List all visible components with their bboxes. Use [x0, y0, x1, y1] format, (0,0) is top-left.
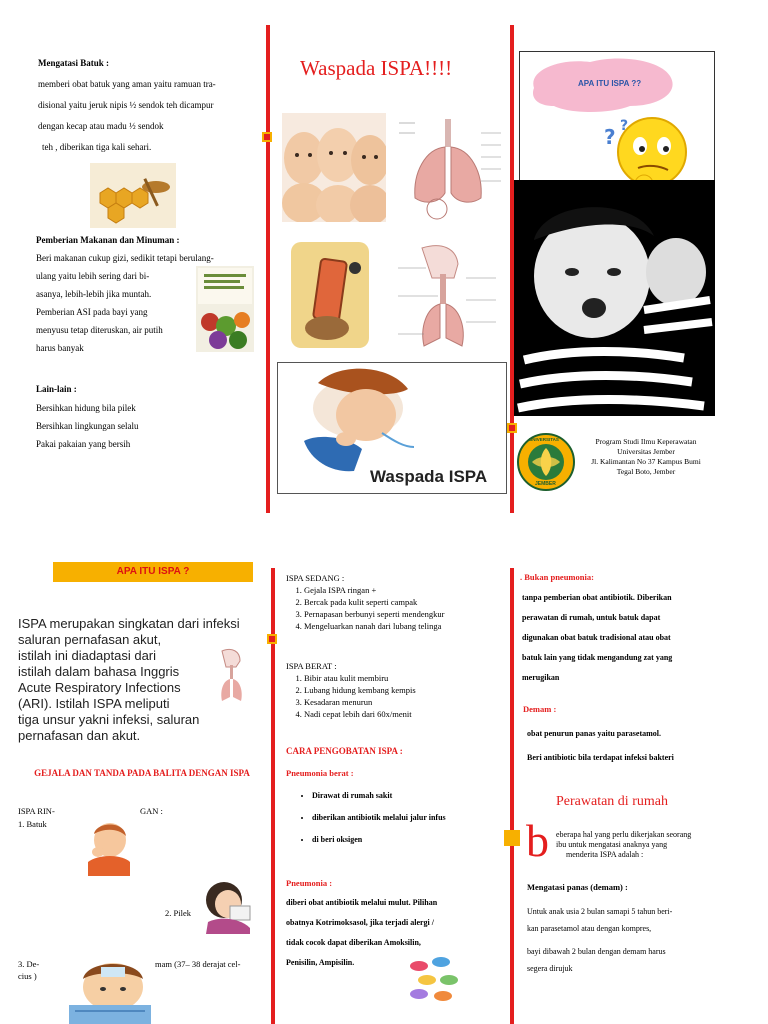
waspada-poster-image [277, 362, 507, 494]
lain-line: Bersihkan lingkungan selalu [36, 421, 139, 431]
pneumonia-berat-item: • di beri oksigen [312, 834, 526, 845]
makanan-line: Pemberian ASI pada bayi yang [36, 307, 148, 317]
institution-line: Jl. Kalimantan No 37 Kampus Bumi [591, 457, 701, 466]
svg-text:?: ? [604, 125, 616, 149]
babies-image [282, 113, 386, 222]
bukan-line: digunakan obat batuk tradisional atau obat [522, 633, 671, 642]
perawatan-line: eberapa hal yang perlu dikerjakan seorang [556, 830, 692, 839]
pneumonia-berat-item: • diberikan antibiotik melalui jalur infus [312, 812, 526, 823]
logo-text-top: UNIVERSITAS [529, 437, 559, 442]
gejala-item-pilek: 2. Pilek [165, 908, 191, 918]
bukan-line: perawatan di rumah, untuk batuk dapat [522, 613, 661, 622]
dropcap-letter: b [526, 815, 549, 866]
pneumonia-berat-title: Pneumonia berat : [286, 768, 354, 778]
institution-line: Program Studi Ilmu Keperawatan [595, 437, 697, 446]
gejala-item-demam-b: cius ) [18, 971, 37, 981]
makanan-title: Pemberian Makanan dan Minuman : [36, 235, 180, 245]
pneumonia-line: Penisilin, Ampisilin. [286, 958, 355, 967]
ringan-label-a: ISPA RIN- [18, 806, 55, 816]
honey-image [90, 163, 176, 228]
makanan-line: menyusu tetap diteruskan, air putih [36, 325, 163, 335]
bukan-title: . Bukan pneumonia: [520, 572, 594, 582]
divider-marker [507, 423, 517, 433]
lain-section [36, 380, 264, 453]
berat-list [286, 672, 508, 720]
university-logo [517, 433, 575, 491]
coughing-child-image [78, 818, 138, 876]
intro-line: pernafasan dan akut. [18, 728, 141, 743]
sedang-item: 4. Mengeluarkan nanah dari lubang telinga [304, 620, 508, 632]
lain-title: Lain-lain : [36, 384, 77, 394]
cara-title: CARA PENGOBATAN ISPA : [286, 746, 403, 756]
sedang-section [286, 572, 508, 632]
bubble-text: APA ITU ISPA ?? [578, 79, 642, 88]
panas-line: kan parasetamol atau dengan kompres, [527, 924, 652, 933]
perawatan-title: Perawatan di rumah [556, 794, 668, 809]
coughing-boy-image [514, 180, 715, 416]
sedang-item: 3. Pernapasan berbunyi seperti mendengkur [304, 608, 508, 620]
food-book-image [196, 266, 254, 352]
logo-text-bottom: JEMBER [535, 481, 556, 487]
question-cartoon-image [519, 51, 715, 195]
pneumonia-title: Pneumonia : [286, 878, 333, 888]
intro-line: Acute Respiratory Infections [18, 680, 181, 695]
intro-line: saluran pernafasan akut, [18, 632, 162, 647]
batuk-section [38, 54, 266, 156]
respiratory-diagram-image [392, 238, 502, 352]
pneumonia-line: tidak cocok dapat diberikan Amoksilin, [286, 938, 421, 947]
lungs-diagram-image [395, 113, 505, 223]
berat-title: ISPA BERAT : [286, 661, 337, 671]
makanan-line: ulang yaitu lebih sering dari bi- [36, 271, 150, 281]
respiratory-small-image [210, 645, 255, 705]
sedang-list [286, 584, 508, 632]
lain-line: Bersihkan hidung bila pilek [36, 403, 136, 413]
smoking-cartoon-image [287, 238, 373, 352]
demam-text [527, 722, 763, 770]
poster-title: Waspada ISPA [370, 467, 488, 486]
gejala-item-demam-c: mam (37– 38 derajat cel- [155, 959, 241, 969]
sneezing-image [200, 876, 256, 934]
demam-line: Beri antibiotic bila terdapat infeksi bakteri [527, 753, 674, 762]
batuk-line: teh , diberikan tiga kali sehari. [42, 142, 152, 152]
panas-title: Mengatasi panas (demam) : [527, 882, 628, 892]
divider-marker [267, 634, 277, 644]
gejala-item-demam-a: 3. De- [18, 959, 40, 969]
pneumonia-line: obatnya Kotrimoksasol, jika terjadi alergi / [286, 918, 434, 927]
batuk-line: memberi obat batuk yang aman yaitu ramuan tra- [38, 79, 216, 89]
berat-section [286, 660, 508, 720]
demam-title: Demam : [523, 704, 557, 714]
institution-address [578, 437, 714, 477]
panas-line: Untuk anak usia 2 bulan samapi 5 tahun beri- [527, 907, 673, 916]
panas-text [527, 903, 763, 977]
berat-item: 1. Bibir atau kulit membiru [304, 672, 508, 684]
pneumonia-berat-item: • Dirawat di rumah sakit [312, 790, 526, 801]
intro-line: tiga unsur yakni infeksi, saluran [18, 712, 200, 727]
svg-text:?: ? [620, 118, 629, 134]
makanan-line: Beri makanan cukup gizi, sedikit tetapi berulang- [36, 253, 214, 263]
pneumonia-berat-list [292, 790, 526, 845]
bukan-line: batuk lain yang tidak mengandung zat yang [522, 653, 673, 662]
makanan-line: harus banyak [36, 343, 84, 353]
bukan-line: merugikan [522, 673, 560, 682]
institution-line: Universitas Jember [617, 447, 675, 456]
berat-item: 3. Kesadaran menurun [304, 696, 508, 708]
berat-item: 4. Nadi cepat lebih dari 60x/menit [304, 708, 508, 720]
pneumonia-text [286, 893, 508, 973]
page-title: Waspada ISPA!!!! [300, 56, 453, 80]
pneumonia-line: diberi obat antibiotik melalui mulut. Pilihan [286, 898, 438, 907]
batuk-line: disional yaitu jeruk nipis ½ sendok teh dicampur [38, 100, 214, 110]
divider-line [266, 25, 270, 513]
demam-line: obat penurun panas yaitu parasetamol. [527, 729, 662, 738]
gejala-item-batuk: 1. Batuk [18, 819, 47, 829]
panas-line: bayi dibawah 2 bulan dengan demam harus [527, 947, 666, 956]
pills-image [405, 950, 463, 1008]
panas-line: segera dirujuk [527, 964, 573, 973]
sedang-title: ISPA SEDANG : [286, 573, 345, 583]
perawatan-line: ibu untuk mengatasi anaknya yang [556, 840, 668, 849]
makanan-line: asanya, lebih-lebih jika muntah. [36, 289, 152, 299]
berat-item: 2. Lubang hidung kembang kempis [304, 684, 508, 696]
section-banner: APA ITU ISPA ? [53, 562, 253, 582]
perawatan-line: menderita ISPA adalah : [566, 850, 644, 859]
gejala-title: GEJALA DAN TANDA PADA BALITA DENGAN ISPA [34, 768, 250, 778]
batuk-line: dengan kecap atau madu ½ sendok [38, 121, 164, 131]
intro-line: ISPA merupakan singkatan dari infeksi [18, 616, 240, 631]
ringan-label-b: GAN : [140, 806, 163, 816]
sick-child-image [65, 953, 155, 1024]
lain-line: Pakai pakaian yang bersih [36, 439, 131, 449]
sedang-item: 2. Bercak pada kulit seperti campak [304, 596, 508, 608]
intro-line: istilah ini diadaptasi dari [18, 648, 157, 663]
bukan-text [522, 588, 762, 688]
perawatan-intro [556, 830, 766, 860]
bukan-line: tanpa pemberian obat antibiotik. Diberikan [522, 593, 672, 602]
sedang-item: 1. Gejala ISPA ringan + [304, 584, 508, 596]
institution-line: Tegal Boto, Jember [616, 467, 676, 476]
intro-line: istilah dalam bahasa Inggris [18, 664, 180, 679]
batuk-title: Mengatasi Batuk : [38, 58, 110, 68]
intro-line: (ARI). Istilah ISPA meliputi [18, 696, 170, 711]
